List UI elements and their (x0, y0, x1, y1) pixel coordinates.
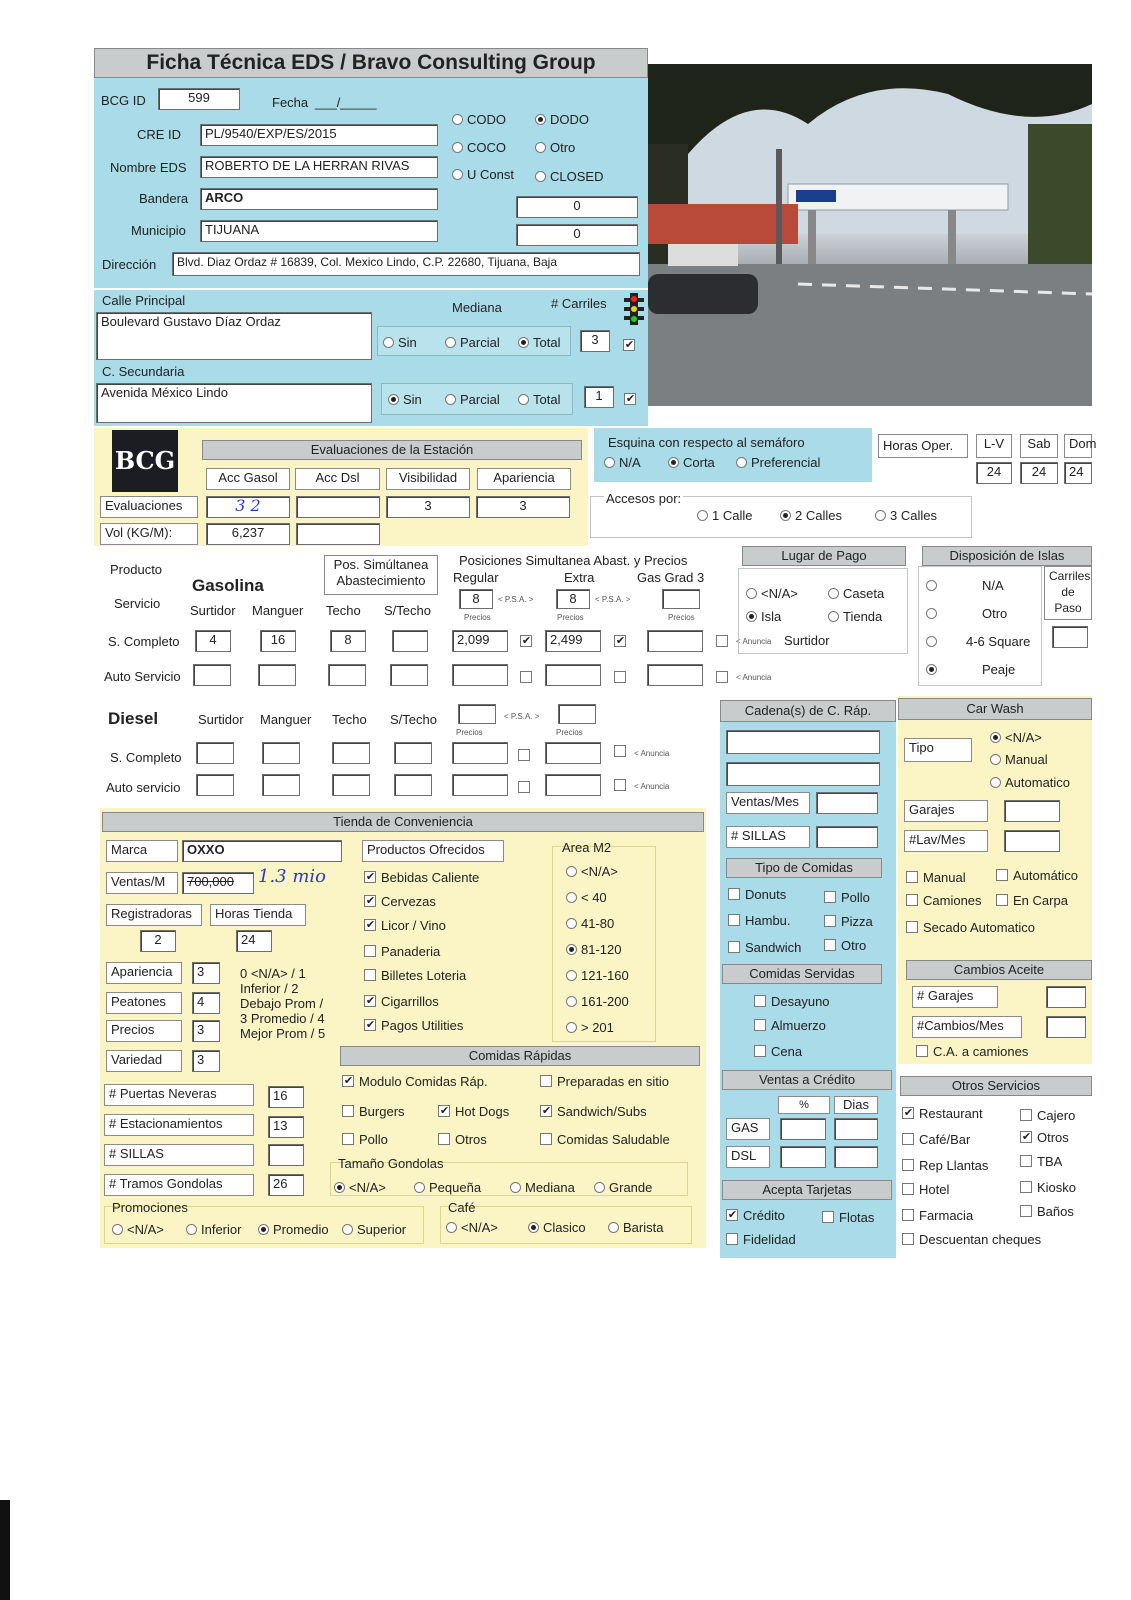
prod-panaderia[interactable]: Panaderia (364, 944, 440, 959)
cafe-na[interactable]: <N/A> (446, 1220, 498, 1235)
carwash-chk-automatico[interactable]: Automático (996, 868, 1078, 883)
carwash-chk-carpa[interactable]: En Carpa (996, 893, 1068, 908)
esquina-corta[interactable]: Corta (668, 455, 715, 470)
islas-otro-label: Otro (982, 606, 1008, 621)
eval-title: Evaluaciones de la Estación (202, 440, 582, 460)
otros-banos[interactable]: Baños (1020, 1204, 1074, 1219)
puertas-neveras-label: # Puertas Neveras (104, 1084, 254, 1106)
islas-radio-na[interactable] (926, 578, 941, 593)
prod-billetes[interactable]: Billetes Loteria (364, 968, 466, 983)
mediana-s-total[interactable]: Total (518, 392, 560, 407)
area-41-80[interactable]: 41-80 (566, 916, 614, 931)
islas-peaje-label: Peaje (982, 662, 1016, 677)
otros-hotel[interactable]: Hotel (902, 1182, 949, 1197)
productos-title: Productos Ofrecidos (362, 840, 504, 862)
cafe-clasico[interactable]: Clasico (528, 1220, 586, 1235)
cadena-ventas-field[interactable] (816, 792, 878, 814)
tipo-comidas-title: Tipo de Comidas (726, 858, 882, 878)
lugar-pago-caseta[interactable]: Caseta (828, 586, 884, 601)
cafe-label: Café (448, 1200, 476, 1215)
promo-promedio[interactable]: Promedio (258, 1222, 329, 1237)
cadena-sillas-field[interactable] (816, 826, 878, 848)
d-as-price-1[interactable] (452, 774, 508, 796)
radio-closed[interactable]: CLOSED (535, 169, 603, 184)
credito-pct-label: % (778, 1096, 830, 1114)
accesos-1-calle[interactable]: 1 Calle (697, 508, 752, 523)
carriles-sec-field[interactable]: 1 (584, 386, 614, 408)
gondolas-label: Tamaño Gondolas (338, 1156, 444, 1171)
peatones-field[interactable]: 4 (192, 992, 220, 1014)
direccion-label: Dirección (102, 257, 157, 272)
area-gt201[interactable]: > 201 (566, 1020, 614, 1035)
carwash-chk-manual[interactable]: Manual (906, 870, 966, 885)
municipio-field[interactable]: TIJUANA (200, 220, 438, 242)
aceite-cambios-label: #Cambios/Mes (912, 1016, 1022, 1038)
horas-dom-field[interactable]: 24 (1064, 462, 1092, 484)
grad3-price-field[interactable] (647, 630, 703, 652)
diesel-s-completo-label: S. Completo (110, 750, 182, 765)
tipo-hambu[interactable]: Hambu. (728, 913, 791, 928)
psa-extra: < P.S.A. > (595, 595, 631, 604)
area-na[interactable]: <N/A> (566, 864, 618, 879)
promo-na[interactable]: <N/A> (112, 1222, 164, 1237)
pos-abast-label: Posiciones Simultanea Abast. y Precios (459, 553, 688, 568)
gas-as-regular-price[interactable] (452, 664, 508, 686)
credito-gas-pct[interactable] (780, 1118, 826, 1140)
gas-as-grad3-price[interactable] (647, 664, 703, 686)
diesel-label: Diesel (108, 709, 159, 728)
d-sc-surtidor[interactable] (196, 742, 234, 764)
tarjeta-credito[interactable]: ✔Crédito (726, 1208, 785, 1223)
precios-label-1: Precios (464, 613, 491, 622)
d-as-manguer[interactable] (262, 774, 300, 796)
gas-as-extra-check[interactable] (614, 670, 631, 685)
prod-cervezas[interactable]: ✔Cervezas (364, 894, 436, 909)
regular-price-field[interactable]: 2,099 (452, 630, 508, 652)
marca-label: Marca (106, 840, 178, 862)
d-col-surtidor: Surtidor (198, 712, 244, 727)
d-as-surtidor[interactable] (196, 774, 234, 796)
otros-title: Otros Servicios (900, 1076, 1092, 1096)
radio-codo[interactable]: CODO (452, 112, 506, 127)
tarjeta-fidelidad[interactable]: Fidelidad (726, 1232, 796, 1247)
radio-u-const[interactable]: U Const (452, 167, 514, 182)
gas-as-techo[interactable] (328, 664, 366, 686)
cafe-barista[interactable]: Barista (608, 1220, 663, 1235)
lugar-pago-isla[interactable]: Isla (746, 609, 781, 624)
variedad-field[interactable]: 3 (192, 1050, 220, 1072)
otros-cajero[interactable]: Cajero (1020, 1108, 1075, 1123)
precios-label-2: Precios (557, 613, 584, 622)
area-title: Area M2 (562, 840, 612, 855)
traffic-light-icon (624, 292, 644, 326)
gondola-mediana[interactable]: Mediana (510, 1180, 575, 1195)
apariencia-label: Apariencia (106, 962, 182, 984)
d-precios-1: Precios (456, 728, 483, 737)
otros-farmacia[interactable]: Farmacia (902, 1208, 973, 1223)
mediana-p-total[interactable]: Total (518, 335, 560, 350)
registradoras-field[interactable]: 2 (140, 930, 176, 952)
carwash-manual[interactable]: Manual (990, 752, 1048, 767)
eval-apariencia-field[interactable]: 3 (476, 496, 570, 518)
gasolina-label: Gasolina (192, 576, 264, 595)
tipo-donuts[interactable]: Donuts (728, 887, 786, 902)
d-sc-manguer[interactable] (262, 742, 300, 764)
precios-label-3: Precios (668, 613, 695, 622)
eval-acc-dsl-field[interactable] (296, 496, 380, 518)
d-sc-check-2[interactable] (614, 744, 631, 759)
bcg-id-field[interactable]: 599 (158, 88, 240, 110)
gondola-pequena[interactable]: Pequeña (414, 1180, 481, 1195)
horas-tienda-field[interactable]: 24 (236, 930, 272, 952)
pos-sim-label: Pos. Simúltanea Abastecimiento (324, 555, 438, 595)
area-121-160[interactable]: 121-160 (566, 968, 629, 983)
surtidor-text: Surtidor (784, 633, 830, 648)
calle-principal-field[interactable]: Boulevard Gustavo Díaz Ordaz (96, 312, 372, 360)
radio-otro[interactable]: Otro (535, 140, 575, 155)
anuncia-label-4: < Anuncia (634, 782, 670, 791)
apariencia-field[interactable]: 3 (192, 962, 220, 984)
ventas-m-field[interactable]: 700,000 (182, 872, 254, 894)
title-bar (94, 48, 648, 78)
credito-dias-label: Dias (834, 1096, 878, 1114)
accesos-3-calles[interactable]: 3 Calles (875, 508, 937, 523)
credito-gas-label: GAS (726, 1118, 770, 1140)
mediana-label: Mediana (452, 300, 502, 315)
variedad-label: Variedad (106, 1050, 182, 1072)
mediana-s-parcial[interactable]: Parcial (445, 392, 500, 407)
d-as-check-1[interactable] (518, 780, 535, 795)
horas-tienda-label: Horas Tienda (210, 904, 306, 926)
otros-cafe-bar[interactable]: Café/Bar (902, 1132, 970, 1147)
servicio-label: Servicio (114, 596, 161, 611)
d-sc-check-1[interactable] (518, 748, 535, 763)
diesel-auto-servicio-label: Auto servicio (106, 780, 181, 795)
servida-desayuno[interactable]: Desayuno (754, 994, 830, 1009)
d-sc-techo[interactable] (332, 742, 370, 764)
tienda-sillas-field[interactable] (268, 1144, 304, 1166)
col-surtidor: Surtidor (190, 603, 236, 618)
carriles-principal-check[interactable] (623, 338, 640, 353)
d-as-price-2[interactable] (545, 774, 601, 796)
prod-cigarrillos[interactable]: ✔Cigarrillos (364, 994, 439, 1009)
regular-anuncia-check[interactable] (520, 634, 537, 649)
psa-regular: < P.S.A. > (498, 595, 534, 604)
comidas-rapidas-title: Comidas Rápidas (340, 1046, 700, 1066)
registradoras-label: Registradoras (106, 904, 202, 926)
eval-col-visibilidad: Visibilidad (386, 468, 470, 490)
acepta-tarjetas-title: Acepta Tarjetas (722, 1180, 892, 1200)
rapida-hot-dogs[interactable]: ✔ Hot Dogs (438, 1104, 509, 1119)
aceite-title: Cambios Aceite (906, 960, 1092, 980)
station-photo (648, 64, 1092, 406)
d-col-techo: Techo (332, 712, 367, 727)
promo-inferior[interactable]: Inferior (186, 1222, 241, 1237)
carwash-lav-label: #Lav/Mes (904, 830, 988, 852)
d-sc-s-techo[interactable] (394, 742, 432, 764)
gas-as-surtidor[interactable] (193, 664, 231, 686)
carwash-garajes-field[interactable] (1004, 800, 1060, 822)
ventas-credito-title: Ventas a Crédito (722, 1070, 892, 1090)
aceite-cambios-field[interactable] (1046, 1016, 1086, 1038)
d-precios-2: Precios (556, 728, 583, 737)
c-secundaria-field[interactable]: Avenida México Lindo (96, 383, 372, 423)
direccion-field[interactable]: Blvd. Diaz Ordaz # 16839, Col. Mexico Lindo, C.P. 22680, Tijuana, Baja (172, 252, 640, 276)
carriles-sec-check[interactable] (624, 392, 641, 407)
col-techo: Techo (326, 603, 361, 618)
carwash-tipo-label: Tipo (904, 738, 972, 762)
otros-restaurant[interactable]: ✔Restaurant (902, 1106, 983, 1121)
traffic-light-icon-svg (624, 292, 644, 326)
horas-sab-field[interactable]: 24 (1020, 462, 1058, 484)
credito-dsl-pct[interactable] (780, 1146, 826, 1168)
gas-as-s-techo[interactable] (390, 664, 428, 686)
rapida-modulo[interactable]: ✔Modulo Comidas Ráp. (342, 1074, 488, 1089)
anuncia-label-1: < Anuncia (736, 637, 772, 646)
aceite-ca-camiones[interactable]: C.A. a camiones (916, 1044, 1028, 1059)
carriles-paso-field[interactable] (1052, 626, 1088, 648)
carriles-paso-label: Carriles de Paso (1044, 566, 1092, 620)
d-sc-price-2[interactable] (545, 742, 601, 764)
horas-lv-field[interactable]: 24 (976, 462, 1012, 484)
municipio-label: Municipio (131, 223, 186, 238)
d-pos-2-field[interactable] (558, 704, 596, 724)
bcg-id-label: BCG ID (101, 93, 146, 108)
estacionamientos-label: # Estacionamientos (104, 1114, 254, 1136)
grad3-anuncia-check[interactable] (716, 634, 733, 649)
otros-descuentan[interactable]: Descuentan cheques (902, 1232, 1041, 1247)
tipo-pizza[interactable]: Pizza (824, 914, 873, 929)
precios-label: Precios (106, 1020, 182, 1042)
fecha-field[interactable]: ___/_____ (315, 95, 377, 110)
area-161-200[interactable]: 161-200 (566, 994, 629, 1009)
otros-kiosko[interactable]: Kiosko (1020, 1180, 1076, 1195)
esquina-na[interactable]: N/A (604, 455, 641, 470)
grade-gas-grad-3: Gas Grad 3 (637, 570, 705, 585)
tramos-gondolas-label: # Tramos Gondolas (104, 1174, 254, 1196)
nombre-eds-field[interactable]: ROBERTO DE LA HERRAN RIVAS (200, 156, 438, 178)
horas-lv-label: L-V (976, 434, 1012, 458)
puertas-neveras-field[interactable]: 16 (268, 1086, 304, 1108)
d-as-check-2[interactable] (614, 778, 631, 793)
servida-almuerzo[interactable]: Almuerzo (754, 1018, 826, 1033)
cre-id-label: CRE ID (137, 127, 182, 142)
d-col-manguer: Manguer (260, 712, 312, 727)
islas-radio-otro[interactable] (926, 606, 941, 621)
page-title: Ficha Técnica EDS / Bravo Consulting Group (146, 51, 596, 74)
otros-otros[interactable]: ✔ Otros (1020, 1130, 1069, 1145)
cre-id-field[interactable]: PL/9540/EXP/ES/2015 (200, 124, 438, 146)
aceite-garajes-label: # Garajes (912, 986, 998, 1008)
cadena-field-1[interactable] (726, 730, 880, 754)
cadena-title: Cadena(s) de C. Ráp. (720, 700, 896, 722)
eval-col-apariencia: Apariencia (477, 468, 571, 490)
lugar-pago-title: Lugar de Pago (742, 546, 906, 566)
radio-coco[interactable]: COCO (452, 140, 506, 155)
islas-radio-peaje[interactable] (926, 662, 941, 677)
gas-auto-servicio-label: Auto Servicio (104, 669, 181, 684)
bandera-label: Bandera (139, 191, 189, 206)
horas-sab-label: Sab (1020, 434, 1058, 458)
carriles-label: # Carriles (551, 296, 607, 311)
d-as-techo[interactable] (332, 774, 370, 796)
c-secundaria-label: C. Secundaria (102, 364, 185, 379)
calle-principal-label: Calle Principal (102, 293, 186, 308)
promo-superior[interactable]: Superior (342, 1222, 406, 1237)
esquina-preferencial[interactable]: Preferencial (736, 455, 820, 470)
gas-as-extra-price[interactable] (545, 664, 601, 686)
horas-oper-label: Horas Oper. (878, 434, 968, 458)
carwash-title: Car Wash (898, 698, 1092, 720)
otros-tba[interactable]: TBA (1020, 1154, 1062, 1169)
tarjeta-flotas[interactable]: Flotas (822, 1210, 874, 1225)
carwash-automatico[interactable]: Automatico (990, 775, 1070, 790)
tipo-sandwich[interactable]: Sandwich (728, 940, 801, 955)
zero-field-1[interactable]: 0 (516, 196, 638, 218)
gondola-na[interactable]: <N/A> (334, 1180, 386, 1195)
eval-col-acc-gasol: Acc Gasol (206, 468, 290, 490)
extra-pos-field[interactable]: 8 (556, 589, 590, 609)
scan-edge-shadow (0, 1500, 10, 1600)
vol-label: Vol (KG/M): (100, 523, 198, 545)
d-psa: < P.S.A. > (504, 712, 540, 721)
aceite-garajes-field[interactable] (1046, 986, 1086, 1008)
station-photo-image (648, 64, 1092, 406)
grade-regular: Regular (453, 570, 499, 585)
radio-dodo[interactable]: DODO (535, 112, 589, 127)
carriles-principal-field[interactable]: 3 (580, 330, 610, 352)
carwash-garajes-label: Garajes (904, 800, 988, 822)
evaluaciones-label: Evaluaciones (100, 496, 198, 518)
grad3-pos-field[interactable] (662, 589, 700, 609)
mediana-s-sin[interactable]: Sin (388, 392, 422, 407)
comidas-servidas-title: Comidas Servidas (722, 964, 882, 984)
islas-radio-4-6[interactable] (926, 634, 941, 649)
gas-sc-manguer[interactable]: 16 (260, 630, 296, 652)
regular-pos-field[interactable]: 8 (459, 589, 493, 609)
carwash-chk-secado[interactable]: Secado Automatico (906, 920, 1035, 935)
gas-sc-techo[interactable]: 8 (330, 630, 366, 652)
anuncia-label-2: < Anuncia (736, 673, 772, 682)
eval-visibilidad-field[interactable]: 3 (386, 496, 470, 518)
carwash-chk-camiones[interactable]: Camiones (906, 893, 982, 908)
d-as-s-techo[interactable] (394, 774, 432, 796)
col-s-techo: S/Techo (384, 603, 431, 618)
islas-title: Disposición de Islas (922, 546, 1092, 566)
eval-col-acc-dsl: Acc Dsl (295, 468, 380, 490)
peatones-label: Peatones (106, 992, 182, 1014)
rapida-preparadas[interactable]: Preparadas en sitio (540, 1074, 669, 1089)
islas-4-6-label: 4-6 Square (966, 634, 1031, 649)
tienda-title: Tienda de Conveniencia (102, 812, 704, 832)
producto-label: Producto (110, 562, 163, 577)
ventas-mes-label: Ventas/Mes (726, 792, 810, 814)
ventas-m-label: Ventas/M (106, 872, 178, 894)
extra-anuncia-check[interactable] (614, 634, 631, 649)
mediana-p-sin[interactable]: Sin (383, 335, 417, 350)
tienda-sillas-label: # SILLAS (104, 1144, 254, 1166)
nombre-eds-label: Nombre EDS (110, 160, 187, 175)
area-81-120[interactable]: 81-120 (566, 942, 621, 957)
d-pos-1-field[interactable] (458, 704, 496, 724)
vol-extra-field[interactable] (296, 523, 380, 545)
gas-sc-s-techo[interactable] (392, 630, 428, 652)
tramos-gondolas-field[interactable]: 26 (268, 1174, 304, 1196)
marca-field[interactable]: OXXO (182, 840, 342, 862)
credito-gas-dias[interactable] (834, 1118, 878, 1140)
gas-as-grad3-check[interactable] (716, 670, 733, 685)
carwash-lav-field[interactable] (1004, 830, 1060, 852)
horas-dom-label: Dom (1064, 434, 1092, 458)
cadena-sillas-label: # SILLAS (726, 826, 810, 848)
rapida-saludable[interactable]: Comidas Saludable (540, 1132, 670, 1147)
islas-na-label: N/A (982, 578, 1004, 593)
accesos-2-calles[interactable]: 2 Calles (780, 508, 842, 523)
gas-as-manguer[interactable] (258, 664, 296, 686)
gas-s-completo-label: S. Completo (108, 634, 180, 649)
carwash-na[interactable]: <N/A> (990, 730, 1042, 745)
tipo-otro[interactable]: Otro (824, 938, 866, 953)
tipo-pollo[interactable]: Pollo (824, 890, 870, 905)
servida-cena[interactable]: Cena (754, 1044, 802, 1059)
prod-licor[interactable]: ✔Licor / Vino (364, 918, 446, 933)
grade-extra: Extra (564, 570, 595, 585)
rapida-otros[interactable]: Otros (438, 1132, 487, 1147)
mediana-p-parcial[interactable]: Parcial (445, 335, 500, 350)
otros-rep-llantas[interactable]: Rep Llantas (902, 1158, 988, 1173)
gas-as-regular-check[interactable] (520, 670, 537, 685)
credito-dsl-label: DSL (726, 1146, 770, 1168)
anuncia-label-3: < Anuncia (634, 749, 670, 758)
prod-pagos[interactable]: ✔Pagos Utilities (364, 1018, 463, 1033)
cadena-field-2[interactable] (726, 762, 880, 786)
credito-dsl-dias[interactable] (834, 1146, 878, 1168)
precios-field[interactable]: 3 (192, 1020, 220, 1042)
rating-scale-legend: 0 <N/A> / 1 Inferior / 2 Debajo Prom / 3 Promedio / 4 Mejor Prom / 5 (240, 966, 326, 1041)
estacionamientos-field[interactable]: 13 (268, 1116, 304, 1138)
gondola-grande[interactable]: Grande (594, 1180, 652, 1195)
d-col-s-techo: S/Techo (390, 712, 437, 727)
d-sc-price-1[interactable] (452, 742, 508, 764)
esquina-label: Esquina con respecto al semáforo (608, 435, 805, 450)
rapida-pollo[interactable]: Pollo (342, 1132, 388, 1147)
eval-acc-gasol-field[interactable]: 3 2 (206, 496, 290, 518)
extra-price-field[interactable]: 2,499 (545, 630, 601, 652)
promo-label: Promociones (112, 1200, 188, 1215)
bandera-field[interactable]: ARCO (200, 188, 438, 210)
rapida-sandwich[interactable]: ✔ Sandwich/Subs (540, 1104, 647, 1119)
bcg-logo: BCG (112, 430, 178, 492)
rapida-burgers[interactable]: Burgers (342, 1104, 405, 1119)
prod-bebidas[interactable]: ✔Bebidas Caliente (364, 870, 479, 885)
ventas-handwritten-note: 1.3 mio (258, 866, 327, 887)
vol-field[interactable]: 6,237 (206, 523, 290, 545)
gas-sc-surtidor[interactable]: 4 (195, 630, 231, 652)
col-manguer: Manguer (252, 603, 304, 618)
area-lt40[interactable]: < 40 (566, 890, 607, 905)
accesos-label: Accesos por: (606, 491, 682, 506)
lugar-pago-tienda[interactable]: Tienda (828, 609, 882, 624)
lugar-pago-na[interactable]: <N/A> (746, 586, 798, 601)
fecha-label: Fecha (272, 95, 309, 110)
zero-field-2[interactable]: 0 (516, 224, 638, 246)
